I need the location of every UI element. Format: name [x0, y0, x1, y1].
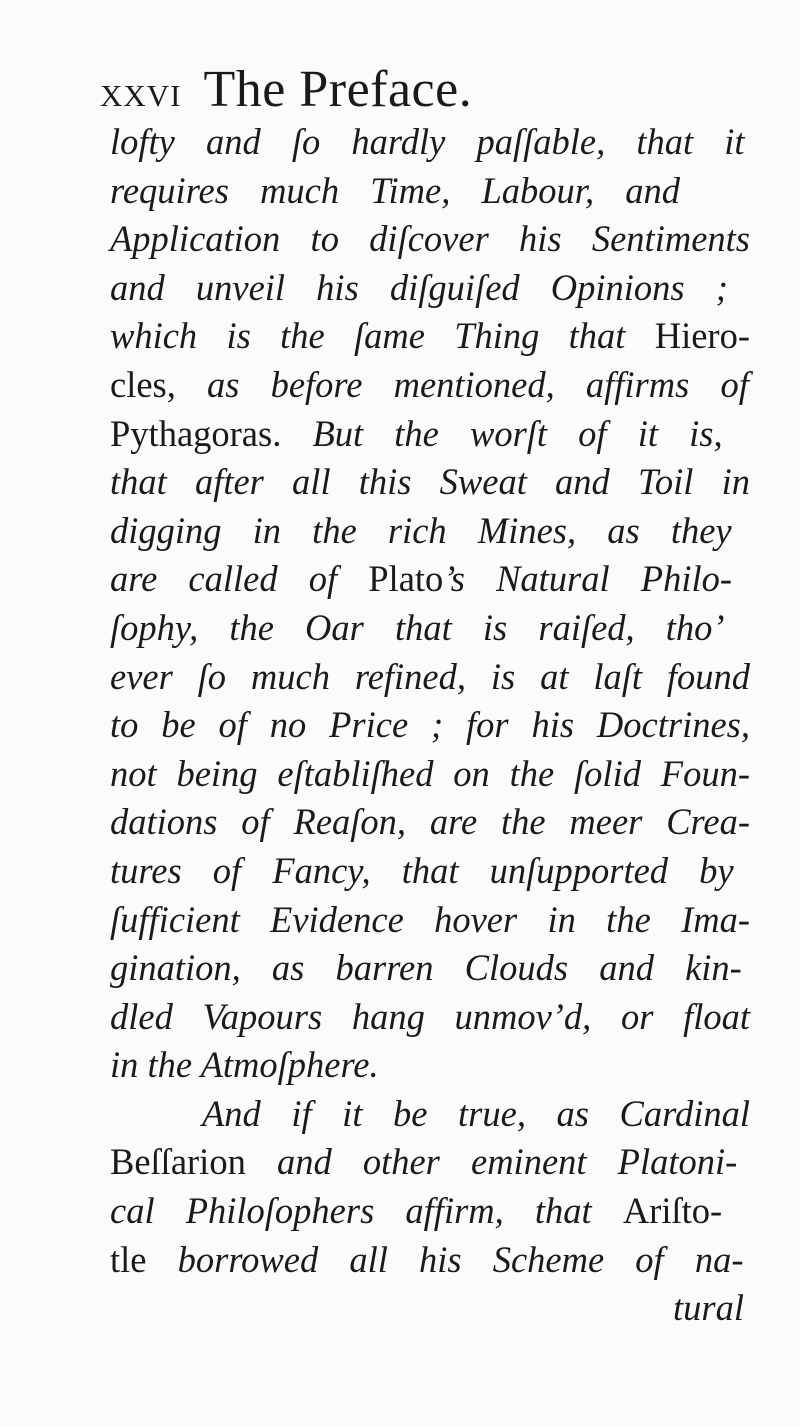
italic-text: to be of no Price ; for his Doctrines, — [110, 704, 750, 746]
text-line — [110, 410, 750, 459]
italic-text: as before mentioned, affirms of — [207, 363, 749, 405]
text-line — [110, 1236, 750, 1285]
text-line — [110, 215, 750, 264]
text-line — [110, 264, 750, 313]
running-head: The Preface. — [203, 61, 473, 118]
text-line — [110, 555, 750, 604]
text-line-content — [110, 604, 725, 653]
text-line-content — [110, 1041, 379, 1090]
text-line-content — [110, 312, 750, 361]
italic-text: not being eſtabliſhed on the ſolid Foun- — [110, 752, 750, 794]
italic-text: that after all this Sweat and Toil in — [110, 461, 750, 503]
italic-text: dations of Reaſon, are the meer Crea- — [110, 801, 750, 843]
italic-text: digging in the rich Mines, as they — [110, 509, 732, 551]
text-line-content — [110, 653, 750, 702]
italic-text: ever ſo much refined, is at laſt found — [110, 655, 750, 697]
roman-text: Hiero- — [654, 315, 750, 357]
roman-text: cles, — [110, 363, 207, 405]
text-line — [110, 750, 750, 799]
text-line — [110, 604, 750, 653]
text-line-content — [110, 167, 680, 216]
italic-text: ’s Natural Philo- — [443, 558, 733, 600]
italic-text: gination, as barren Clouds and kin- — [110, 947, 742, 989]
italic-text: lofty and ſo hardly paſſable, that it — [110, 121, 745, 162]
italic-text: ſufficient Evidence hover in the Ima- — [110, 898, 750, 940]
italic-text: But the worſt of it is, — [312, 412, 723, 454]
text-line — [110, 944, 750, 993]
italic-text: and unveil his diſguiſed Opinions ; — [110, 266, 728, 308]
page-number: xxvi — [100, 67, 182, 116]
text-line-content — [110, 361, 749, 410]
text-line — [110, 312, 750, 361]
text-line-content — [110, 507, 732, 556]
text-line-content — [110, 410, 723, 459]
roman-text: Plato — [368, 558, 444, 600]
italic-text: which is the ſame Thing that — [110, 315, 655, 357]
text-line — [110, 118, 750, 167]
text-line — [110, 1090, 750, 1139]
body-text — [110, 118, 750, 1333]
text-line — [110, 361, 750, 410]
text-line — [110, 507, 750, 556]
catchword: tural — [673, 1287, 744, 1329]
page-header — [100, 60, 472, 120]
italic-text: requires much Time, Labour, and — [110, 169, 680, 211]
italic-text: in the Atmoſphere. — [110, 1044, 379, 1086]
text-line-content — [110, 1187, 722, 1236]
text-line — [110, 847, 750, 896]
roman-text: Pythagoras. — [110, 412, 313, 454]
text-line-content — [110, 798, 750, 847]
text-line-content — [110, 215, 750, 264]
text-line-content — [110, 118, 745, 167]
italic-text: borrowed all his Scheme of na- — [177, 1238, 744, 1280]
roman-text: Ariſto- — [622, 1190, 723, 1232]
text-line — [110, 167, 750, 216]
catchword-line — [110, 1284, 750, 1333]
text-line — [110, 458, 750, 507]
roman-text: tle — [110, 1238, 178, 1280]
text-line-content — [110, 750, 750, 799]
text-line — [110, 1187, 750, 1236]
roman-text: Beſſarion — [110, 1141, 277, 1183]
text-line-content — [110, 896, 750, 945]
italic-text: Application to diſcover his Sentiments — [110, 218, 750, 260]
text-line-content — [110, 993, 750, 1042]
italic-text: are called of — [110, 558, 369, 600]
text-line-content — [110, 458, 750, 507]
italic-text: cal Philoſophers affirm, that — [110, 1190, 623, 1232]
italic-text: dled Vapours hang unmov’d, or float — [110, 995, 750, 1037]
text-line-content — [110, 1236, 743, 1285]
text-line — [110, 1138, 750, 1187]
text-line-content — [110, 264, 728, 313]
text-line-content — [110, 555, 732, 604]
text-line — [110, 701, 750, 750]
text-line-content — [110, 701, 750, 750]
italic-text: and other eminent Platoni- — [276, 1141, 738, 1183]
italic-text: ſophy, the Oar that is raiſed, tho’ — [110, 606, 725, 648]
italic-text: And if it be true, as Cardinal — [202, 1092, 750, 1134]
text-line — [110, 653, 750, 702]
text-line — [110, 993, 750, 1042]
text-line — [110, 896, 750, 945]
text-line-content — [110, 1138, 737, 1187]
text-line-content — [110, 944, 742, 993]
italic-text: tures of Fancy, that unſupported by — [110, 849, 734, 891]
text-line-content — [202, 1090, 750, 1139]
text-line-content — [110, 847, 734, 896]
text-line — [110, 798, 750, 847]
text-line — [110, 1041, 750, 1090]
